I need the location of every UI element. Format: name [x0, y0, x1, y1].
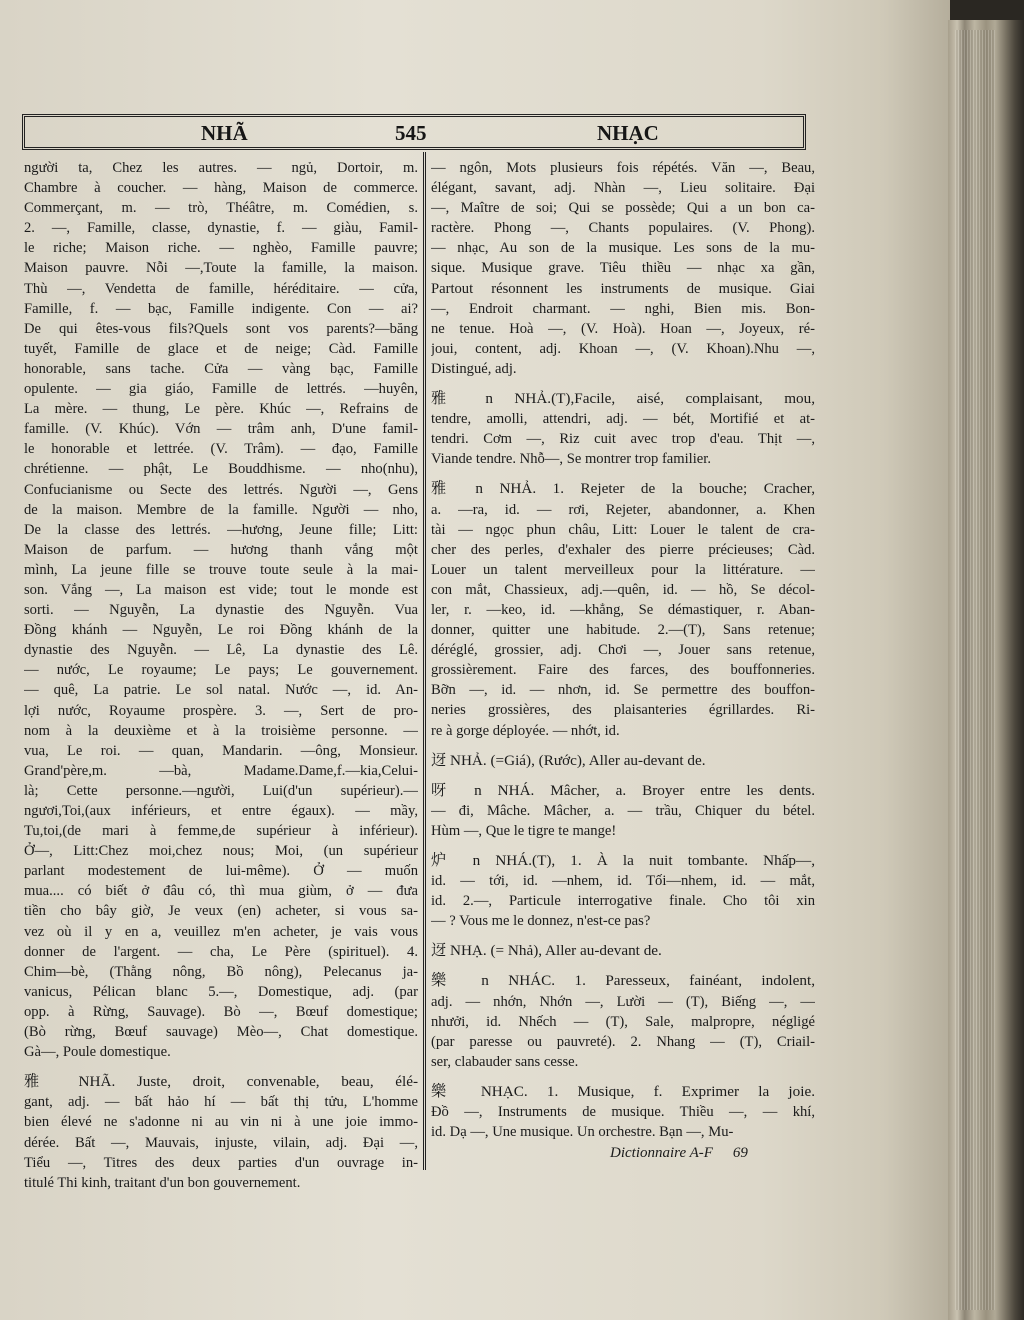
text-line: le riche; Maison riche. — nghèo, Famille pauvre; [24, 240, 418, 257]
text-line: Louer un talent merveilleux pour la littérature. — [431, 561, 815, 578]
entry-headline: 雅 n NHẢ. 1. Rejeter de la bouche; Cracher, [431, 480, 815, 498]
entry-headline: 炉 n NHÁ.(T), 1. À la nuit tombante. Nhấp—, [431, 852, 815, 869]
text-line: sique. Musique grave. Tiêu thiều — nhạc xa gần, [431, 260, 815, 277]
text-line: famille. (V. Khúc). Vớn — trâm anh, D'une famil- [24, 421, 418, 438]
text-line: id. 2.—, Particule interrogative finale. Cho tôi xin [431, 893, 815, 910]
text-line: mình, La jeune fille se trouve toute seule à la mai- [24, 561, 418, 578]
text-line: Maison de parfum. — hương thanh vắng một [24, 541, 418, 558]
text-line: Distingué, adj. [431, 360, 517, 377]
text-line: De qui êtes-vous fils?Quels sont vos parents?—băng [24, 320, 418, 337]
text-line: De la classe des lettrés. —hương, Jeune fille; Litt: [24, 521, 418, 538]
text-line: —, Maître de soi; Qui se possède; Qui a un bon ca- [431, 200, 815, 217]
text-line: tuyết, Famille de glace et de neige; Càd. Famille [24, 340, 418, 357]
text-line: — đi, Mâche. Mâcher, a. — trầu, Chiquer du bétel. [431, 802, 815, 819]
text-line: joui, content, adj. Khoan —, (V. Khoan).Nhu —, [431, 340, 815, 357]
text-line: vua, Le roi. — quan, Mandarin. —ông, Monsieur. [24, 742, 418, 759]
text-line: Maison pauvre. Nỗi —,Toute la famille, la maison. [24, 260, 418, 277]
text-line: le honorable et lettrée. (V. Trâm). — đạo, Famille [24, 441, 418, 458]
text-line: Tu,toi,(de mari à femme,de supérieur à inférieur). [24, 823, 418, 840]
text-line: Chim—bè, (Thằng nông, Bồ nông), Pelecanus ja- [24, 963, 418, 980]
text-line: cher des perles, d'exhaler des pierre précieuses; Càd. [431, 541, 815, 558]
text-line: bien élevé ne s'adonne ni au vin ni à une joie immo- [24, 1114, 418, 1131]
text-line: Gà—, Poule domestique. [24, 1044, 171, 1061]
sheet-number: 69 [732, 1145, 748, 1161]
page-edges [955, 30, 995, 1310]
text-line: déréglé, grossier, adj. Chơi —, Jouer sans retenue, [431, 642, 815, 659]
text-line: tendre, amolli, attendri, adj. — bét, Mortifié et at- [431, 411, 815, 428]
column-divider [423, 152, 426, 1170]
text-line: 2. —, Famille, classe, dynastie, f. — giàu, Famil- [24, 220, 418, 237]
text-line: (par paresse ou pauvreté). 2. Nhang — (T), Criail- [431, 1033, 815, 1050]
text-line: Hùm —, Que le tigre te mange! [431, 822, 617, 839]
text-line: tiền cho bây giờ, Je veux (en) acheter, si vous sa- [24, 903, 418, 920]
text-line: Ở—, Litt:Chez moi,chez nous; Moi, (un supérieur [24, 843, 418, 860]
text-line: nhưởi, id. Nhếch — (T), Sale, malpropre, négligé [431, 1013, 815, 1030]
text-line: người ta, Chez les autres. — ngủ, Dortoir, m. [24, 160, 418, 176]
text-line: ne tenue. Hoà —, (V. Hoà). Hoan —, Joyeux, ré- [431, 320, 815, 337]
text-line: — nhạc, Au son de la musique. Les sons de la mu- [431, 240, 815, 257]
text-line: (Bò rừng, Bœuf sauvage) Mèo—, Chat domestique. [24, 1024, 418, 1041]
entry-headline: 樂 NHẠC. 1. Musique, f. Exprimer la joie. [431, 1082, 815, 1100]
text-line: vanicus, Pélican blanc 5.—, Domestique, adj. (par [24, 983, 418, 1000]
text-line: —, Endroit charmant. — nghi, Bien mis. Bon- [431, 300, 815, 317]
text-line: Chambre à coucher. — hàng, Maison de commerce. [24, 180, 418, 197]
text-line: Partout résonnent les instruments de musique. Giai [431, 280, 815, 297]
text-line: id. — tới, id. —nhem, id. Tối—nhem, id. — mắt, [431, 873, 815, 890]
footer-label: Dictionnaire A-F [610, 1145, 713, 1161]
text-line: Tiểu —, Titres des deux parties d'un ouvrage in- [24, 1154, 418, 1171]
text-line: ractère. Phong —, Chants populaires. (V. Phong). [431, 220, 815, 237]
text-line: Famille, f. — bạc, Famille indigente. Con — ai? [24, 300, 418, 317]
text-line: Đồng khánh — Nguyễn, Le roi Đồng khánh de la [24, 622, 418, 639]
text-line: — quê, La patrie. Le sol natal. Nước —, id. An- [24, 682, 418, 699]
text-line: Đồ —, Instruments de musique. Thiều —, — khí, [431, 1104, 815, 1121]
header-right-word: NHẠC [597, 121, 659, 145]
text-line: honorable, sans tache. Cửa — vàng bạc, Famille [24, 360, 418, 377]
text-line: a. —ra, id. — rơi, Rejeter, abandonner, a. Khen [431, 501, 815, 518]
page-number: 545 [395, 121, 427, 145]
text-line: — ngôn, Mots plusieurs fois répétés. Văn —, Beau, [431, 160, 815, 176]
text-line: de la maison. Membre de la famille. Người — nho, [24, 501, 418, 518]
text-line: tendri. Cơm —, Riz cuit avec trop d'eau. Thịt —, [431, 431, 815, 448]
text-line: dérée. Bất —, Mauvais, injuste, vilain, adj. Đại —, [24, 1134, 418, 1151]
text-line: donner de l'argent. — cha, Le Père (spirituel). 4. [24, 943, 418, 960]
text-line: Commerçant, m. — trò, Théâtre, m. Comédien, s. [24, 200, 418, 217]
right-column [431, 158, 815, 1142]
running-header [22, 114, 806, 150]
text-line: élégant, savant, adj. Nhàn —, Lieu solitaire. Đại [431, 180, 815, 197]
entry-headline: 迓 NHẢ. (=Giá), (Rước), Aller au-devant de. [431, 751, 706, 769]
text-line: parlant modestement de lui-même). Ở — muốn [24, 863, 418, 880]
entry-headline: 雅 NHÃ. Juste, droit, convenable, beau, élé- [24, 1073, 418, 1091]
page-footer [610, 1145, 748, 1162]
entry-headline: 迓 NHẠ. (= Nhả), Aller au-devant de. [431, 942, 662, 960]
text-line: id. Dạ —, Une musique. Un orchestre. Bạn —, Mu- [431, 1124, 734, 1141]
text-line: mua.... có biết ở đâu có, thì mua giùm, ở — đưa [24, 883, 418, 900]
text-line: titulé Thi kinh, traitant d'un bon gouvernement. [24, 1174, 301, 1191]
text-line: son. Vắng —, La maison est vide; tout le monde est [24, 581, 418, 598]
text-line: dynastie des Nguyễn. — Lê, La dynastie des Lê. [24, 642, 418, 659]
text-line: Grand'père,m. —bà, Madame.Dame,f.—kia,Celui- [24, 762, 418, 779]
text-line: con mắt, Chassieux, adj.—quên, id. — hồ, Se décol- [431, 581, 815, 598]
text-line: sorti. — Nguyễn, La dynastie des Nguyễn. Vua [24, 602, 418, 619]
left-column [24, 158, 418, 1193]
text-line: vez où il y en a, veuillez m'en acheter, je vais vous [24, 923, 418, 940]
text-line: Thù —, Vendetta de famille, héréditaire. — cửa, [24, 280, 418, 297]
text-line: adj. — nhớn, Nhớn —, Lười — (T), Biếng —, — [431, 993, 815, 1010]
text-line: opulente. — gia giáo, Famille de lettrés. —huyên, [24, 381, 418, 398]
text-line: Viande tendre. Nhỗ—, Se montrer trop familier. [431, 451, 711, 468]
text-line: lợi nước, Royaume prospère. 3. —, Sert de pro- [24, 702, 418, 719]
text-line: Bỡn —, id. — nhơn, id. Se permettre des bouffon- [431, 682, 815, 699]
text-line: gant, adj. — bất hảo hí — bất thị tửu, L'homme [24, 1094, 418, 1111]
text-line: tài — ngọc phun châu, Litt: Louer le talent de cra- [431, 521, 815, 538]
text-line: opp. à Rừng, Sauvage). Bò —, Bœuf domestique; [24, 1003, 418, 1020]
text-line: ler, r. —keo, id. —khẳng, Se démastiquer, r. Aban- [431, 601, 815, 618]
text-line: La mère. — thung, Le père. Khúc —, Refrains de [24, 401, 418, 418]
text-line: donner, quitter une habitude. 2.—(T), Sans retenue; [431, 622, 815, 639]
header-left-word: NHÃ [201, 121, 248, 145]
text-line: — nước, Le royaume; Le pays; Le gouvernement. [24, 662, 418, 679]
text-line: Confucianisme ou Secte des lettrés. Người —, Gens [24, 481, 418, 498]
entry-headline: 樂 n NHÁC. 1. Paresseux, fainéant, indolent, [431, 972, 815, 990]
text-line: ser, clabauder sans cesse. [431, 1053, 579, 1070]
text-line: là; Cette personne.—người, Lui(d'un supérieur).— [24, 782, 418, 799]
text-line: ngươi,Toi,(aux inférieurs, et entre égaux). — mầy, [24, 803, 418, 819]
text-line: nom à la deuxième et à la troisième personne. — [24, 722, 418, 739]
text-line: — ? Vous me le donnez, n'est-ce pas? [431, 913, 651, 930]
text-line: grossièrement. Faire des farces, des bouffonneries. [431, 662, 815, 679]
entry-headline: 雅 n NHẢ.(T),Facile, aisé, complaisant, mou, [431, 390, 815, 408]
text-line: neries grossières, des plaisanteries égrillardes. Ri- [431, 702, 815, 719]
text-line: re à gorge déployée. — nhớt, id. [431, 722, 620, 739]
text-line: chrétienne. — phật, Le Bouddhisme. — nho(nhu), [24, 461, 418, 478]
entry-headline: 呀 n NHÁ. Mâcher, a. Broyer entre les dents. [431, 781, 815, 799]
